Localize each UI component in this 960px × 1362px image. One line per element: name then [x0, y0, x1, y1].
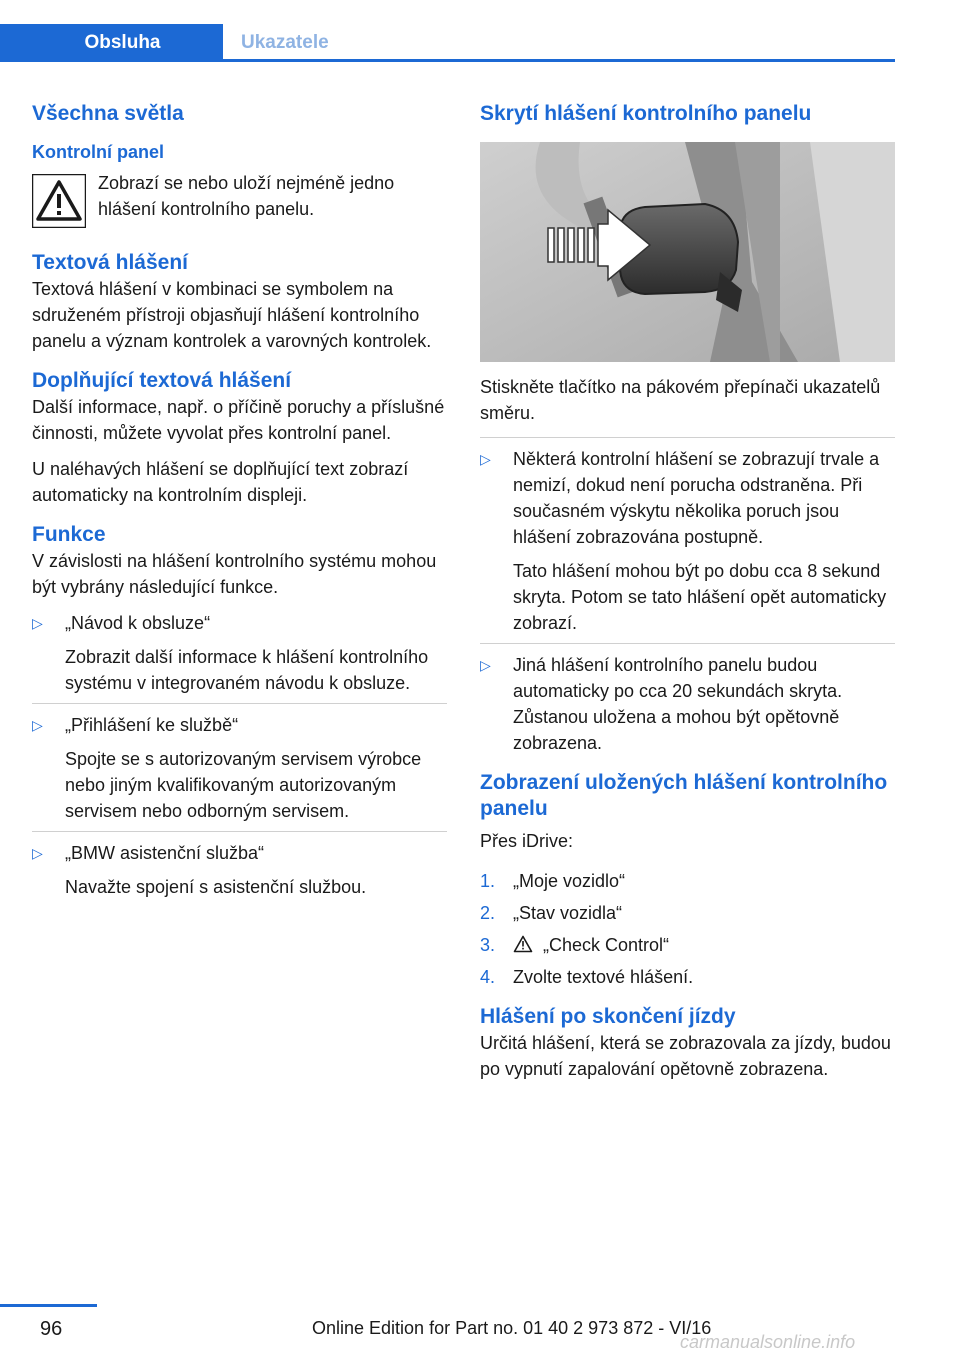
step-text: „Check Control“	[543, 935, 670, 955]
item-title: „Přihlášení ke službě“	[65, 715, 239, 735]
heading-hide-messages: Skrytí hlášení kontrolního panelu	[480, 102, 812, 125]
heading-extra-messages: Doplňující textová hlášení	[32, 369, 292, 392]
list-item	[32, 610, 447, 696]
header-underline	[0, 59, 895, 62]
functions-paragraph: V závislosti na hlášení kontrolního systému mohou být vybrány následující funkce.	[32, 551, 437, 597]
item-paragraph: Některá kontrolní hlášení se zobrazují trvale a nemizí, dokud není porucha odstraněna. Při současném výskytu několika poruch jsou hlášení zobrazována postupně.	[513, 449, 880, 547]
step-item	[480, 932, 895, 958]
header-bar	[0, 24, 895, 62]
step-text: Zvolte textové hlášení.	[513, 967, 694, 987]
steps-list	[480, 868, 895, 990]
section-functions	[32, 522, 447, 900]
heading-control-panel: Kontrolní panel	[32, 142, 164, 162]
extra-paragraph-1: Další informace, např. o příčině poruchy a příslušné činnosti, můžete vyvolat přes kontrolní panel.	[32, 397, 445, 443]
step-item	[480, 964, 895, 990]
step-number: 4.	[480, 967, 496, 987]
tab-ukazatele[interactable]: Ukazatele	[241, 32, 329, 53]
text-messages-paragraph: Textová hlášení v kombinaci se symbolem na sdruženém přístroji objasňují hlášení kontrolního panelu a význam kontrolek a varovných kontrolek.	[32, 279, 432, 351]
step-text: „Moje vozidlo“	[513, 871, 626, 891]
extra-paragraph-2: U naléhavých hlášení se doplňující text zobrazí automaticky na kontrolním displeji.	[32, 459, 409, 505]
footer-line	[0, 1304, 97, 1307]
warning-text: Zobrazí se nebo uloží nejméně jedno hlášení kontrolního panelu.	[98, 173, 395, 219]
item-paragraph: Tato hlášení mohou být po dobu cca 8 sekund skryta. Potom se tato hlášení opět automaticky zobrazí.	[513, 561, 887, 633]
triangle-bullet-icon: ▷	[480, 451, 491, 467]
heading-functions: Funkce	[32, 523, 106, 546]
list-item	[32, 703, 447, 824]
item-desc: Spojte se s autorizovaným servisem výrobce nebo jiným kvalifikovaným autorizovaným servisem nebo odborným servisem.	[65, 749, 422, 821]
item-title: „BMW asistenční služba“	[65, 843, 265, 863]
watermark-text: carmanualsonline.info	[680, 1332, 856, 1352]
item-desc: Navažte spojení s asistenční službou.	[65, 877, 367, 897]
turn-signal-lever-photo	[480, 142, 895, 362]
press-button-paragraph: Stiskněte tlačítko na pákovém přepínači ukazatelů směru.	[480, 377, 881, 423]
section-extra-messages	[32, 368, 447, 508]
step-item	[480, 868, 895, 894]
edition-text: Online Edition for Part no. 01 40 2 973 872 - VI/16	[312, 1318, 712, 1338]
list-item	[480, 437, 895, 636]
heading-after-drive: Hlášení po skončení jízdy	[480, 1005, 736, 1028]
left-column	[32, 100, 447, 914]
heading-all-lights: Všechna světla	[32, 102, 184, 125]
idrive-paragraph: Přes iDrive:	[480, 831, 574, 851]
step-number: 1.	[480, 871, 496, 891]
heading-stored-messages: Zobrazení uložených hlášení kontrolního panelu	[480, 771, 888, 820]
triangle-bullet-icon: ▷	[32, 615, 43, 631]
section-after-drive	[480, 1004, 895, 1082]
section-text-messages	[32, 250, 447, 354]
section-stored-messages	[480, 770, 895, 990]
page-number: 96	[40, 1318, 63, 1340]
warning-triangle-icon	[513, 935, 533, 953]
step-number: 3.	[480, 935, 496, 955]
hide-list	[480, 437, 895, 756]
after-drive-paragraph: Určitá hlášení, která se zobrazovala za jízdy, budou po vypnutí zapalování opětovně zobrazena.	[480, 1033, 891, 1079]
tab-obsluha[interactable]: Obsluha	[0, 24, 223, 62]
item-title: „Návod k obsluze“	[65, 613, 211, 633]
list-item	[32, 831, 447, 900]
triangle-bullet-icon: ▷	[32, 717, 43, 733]
step-text: „Stav vozidla“	[513, 903, 623, 923]
functions-list	[32, 610, 447, 900]
step-number: 2.	[480, 903, 496, 923]
item-paragraph: Jiná hlášení kontrolního panelu budou automaticky po cca 20 sekundách skryta. Zůstanou uložena a mohou být opětovně zobrazena.	[513, 655, 843, 753]
item-desc: Zobrazit další informace k hlášení kontrolního systému v integrovaném návodu k obsluze.	[65, 647, 429, 693]
right-column	[480, 100, 895, 1096]
list-item	[480, 643, 895, 756]
warning-block	[32, 170, 447, 228]
triangle-bullet-icon: ▷	[480, 657, 491, 673]
step-item	[480, 900, 895, 926]
heading-text-messages: Textová hlášení	[32, 251, 189, 274]
triangle-bullet-icon: ▷	[32, 845, 43, 861]
warning-triangle-icon	[32, 174, 86, 228]
